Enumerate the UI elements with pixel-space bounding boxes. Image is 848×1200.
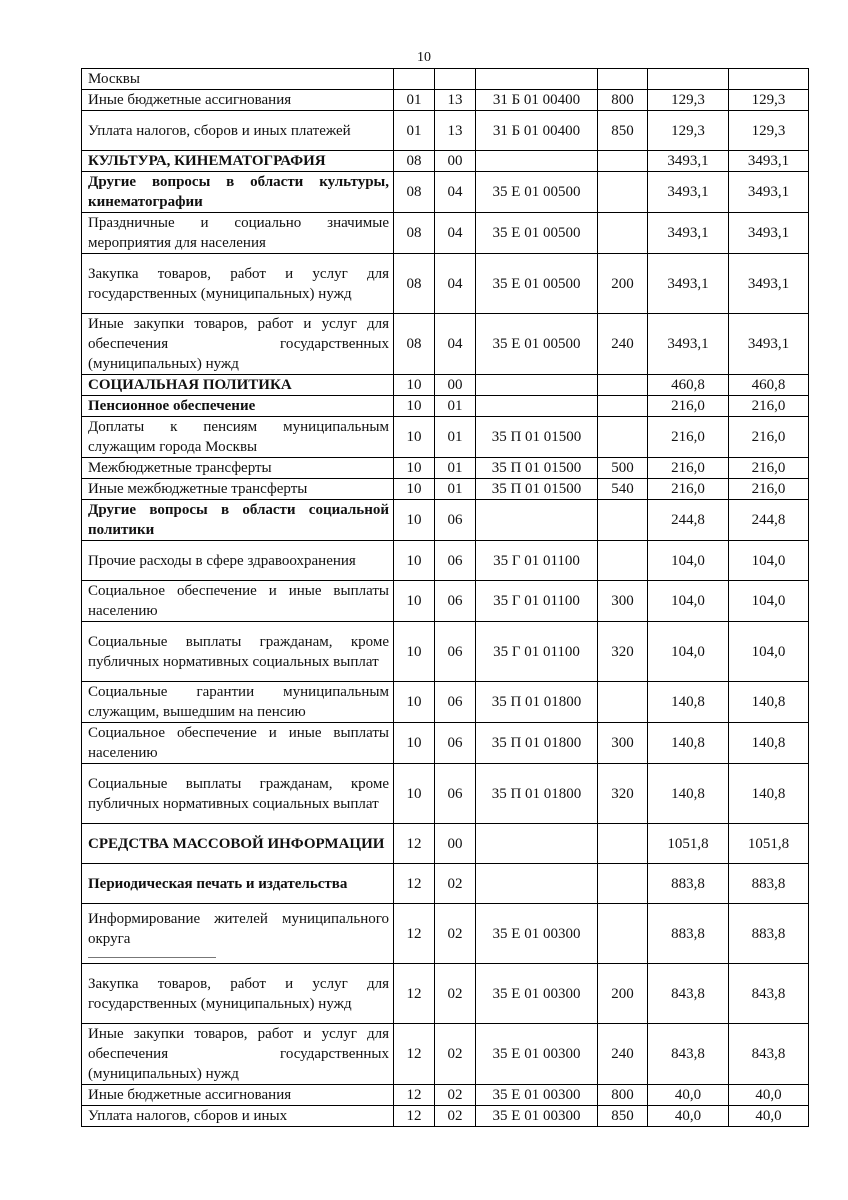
target-item-code-cell: 35 П 01 01800 bbox=[476, 723, 598, 764]
amount-year-1-cell: 3493,1 bbox=[648, 151, 729, 172]
name-cell bbox=[82, 682, 394, 723]
amount-year-1-cell: 216,0 bbox=[648, 417, 729, 458]
section-code-cell: 01 bbox=[394, 90, 435, 111]
section-code-cell: 12 bbox=[394, 1085, 435, 1106]
section-code-cell: 12 bbox=[394, 964, 435, 1024]
name-cell bbox=[82, 314, 394, 375]
amount-year-1-cell: 460,8 bbox=[648, 375, 729, 396]
target-item-code-cell bbox=[476, 151, 598, 172]
target-item-code-cell: 35 П 01 01800 bbox=[476, 764, 598, 824]
expense-type-code-cell: 320 bbox=[598, 764, 648, 824]
name-cell bbox=[82, 541, 394, 581]
section-code-cell: 10 bbox=[394, 581, 435, 622]
amount-year-1-cell bbox=[648, 69, 729, 90]
subsection-code-cell: 06 bbox=[435, 622, 476, 682]
table-row bbox=[82, 1106, 809, 1127]
amount-year-1-cell: 104,0 bbox=[648, 622, 729, 682]
table-row bbox=[82, 213, 809, 254]
amount-year-2-cell: 3493,1 bbox=[729, 151, 809, 172]
table-row bbox=[82, 723, 809, 764]
subsection-code-cell: 01 bbox=[435, 479, 476, 500]
subsection-code-cell: 01 bbox=[435, 396, 476, 417]
row-label: Социальные выплаты гражданам, кроме публичных нормативных социальных выплат bbox=[88, 633, 389, 670]
subsection-code-cell: 02 bbox=[435, 864, 476, 904]
row-label: Социальное обеспечение и иные выплаты населению bbox=[88, 583, 389, 619]
target-item-code-cell: 35 Е 01 00500 bbox=[476, 213, 598, 254]
target-item-code-cell: 35 П 01 01500 bbox=[476, 417, 598, 458]
row-label: Доплаты к пенсиям муниципальным служащим города Москвы bbox=[88, 419, 389, 455]
name-cell bbox=[82, 396, 394, 417]
section-code-cell: 10 bbox=[394, 396, 435, 417]
expense-type-code-cell: 200 bbox=[598, 964, 648, 1024]
amount-year-2-cell: 216,0 bbox=[729, 396, 809, 417]
expense-type-code-cell bbox=[598, 864, 648, 904]
name-cell bbox=[82, 90, 394, 111]
table-row bbox=[82, 904, 809, 964]
row-label: СОЦИАЛЬНАЯ ПОЛИТИКА bbox=[88, 377, 292, 393]
amount-year-1-cell: 140,8 bbox=[648, 682, 729, 723]
section-code-cell bbox=[394, 69, 435, 90]
section-code-cell: 10 bbox=[394, 764, 435, 824]
row-label: Периодическая печать и издательства bbox=[88, 875, 348, 892]
subsection-code-cell: 02 bbox=[435, 1106, 476, 1127]
row-label: Иные межбюджетные трансферты bbox=[88, 481, 308, 497]
amount-year-2-cell: 104,0 bbox=[729, 541, 809, 581]
amount-year-2-cell: 883,8 bbox=[729, 864, 809, 904]
row-label: Другие вопросы в области социальной политики bbox=[88, 502, 389, 538]
subsection-code-cell: 02 bbox=[435, 904, 476, 964]
expense-type-code-cell: 240 bbox=[598, 1024, 648, 1085]
table-row bbox=[82, 682, 809, 723]
name-cell bbox=[82, 1106, 394, 1127]
target-item-code-cell: 35 Е 01 00500 bbox=[476, 314, 598, 375]
name-cell bbox=[82, 964, 394, 1024]
section-code-cell: 10 bbox=[394, 723, 435, 764]
amount-year-2-cell bbox=[729, 69, 809, 90]
amount-year-2-cell: 244,8 bbox=[729, 500, 809, 541]
name-cell bbox=[82, 723, 394, 764]
target-item-code-cell bbox=[476, 864, 598, 904]
amount-year-2-cell: 129,3 bbox=[729, 111, 809, 151]
table-row bbox=[82, 1024, 809, 1085]
target-item-code-cell: 35 Е 01 00300 bbox=[476, 1106, 598, 1127]
amount-year-1-cell: 843,8 bbox=[648, 1024, 729, 1085]
target-item-code-cell: 31 Б 01 00400 bbox=[476, 90, 598, 111]
row-label: Уплата налогов, сборов и иных bbox=[88, 1108, 288, 1124]
row-label: Межбюджетные трансферты bbox=[88, 460, 272, 476]
name-cell bbox=[82, 172, 394, 213]
expense-type-code-cell: 320 bbox=[598, 622, 648, 682]
target-item-code-cell: 35 П 01 01500 bbox=[476, 479, 598, 500]
target-item-code-cell: 35 Г 01 01100 bbox=[476, 581, 598, 622]
table-row bbox=[82, 90, 809, 111]
amount-year-1-cell: 883,8 bbox=[648, 904, 729, 964]
amount-year-2-cell: 104,0 bbox=[729, 622, 809, 682]
amount-year-1-cell: 216,0 bbox=[648, 479, 729, 500]
subsection-code-cell bbox=[435, 69, 476, 90]
table-row bbox=[82, 581, 809, 622]
target-item-code-cell: 35 П 01 01500 bbox=[476, 458, 598, 479]
expense-type-code-cell: 200 bbox=[598, 254, 648, 314]
section-code-cell: 10 bbox=[394, 479, 435, 500]
amount-year-2-cell: 843,8 bbox=[729, 964, 809, 1024]
page-number: 10 bbox=[417, 50, 431, 65]
amount-year-1-cell: 40,0 bbox=[648, 1085, 729, 1106]
table-row bbox=[82, 1085, 809, 1106]
table-row bbox=[82, 824, 809, 864]
name-cell bbox=[82, 1085, 394, 1106]
section-code-cell: 10 bbox=[394, 622, 435, 682]
amount-year-1-cell: 216,0 bbox=[648, 458, 729, 479]
name-cell bbox=[82, 458, 394, 479]
table-row bbox=[82, 964, 809, 1024]
amount-year-2-cell: 3493,1 bbox=[729, 172, 809, 213]
name-cell bbox=[82, 417, 394, 458]
name-cell bbox=[82, 375, 394, 396]
subsection-code-cell: 00 bbox=[435, 824, 476, 864]
expense-type-code-cell bbox=[598, 682, 648, 723]
subsection-code-cell: 06 bbox=[435, 500, 476, 541]
signature-line bbox=[88, 949, 216, 958]
expense-type-code-cell: 850 bbox=[598, 111, 648, 151]
subsection-code-cell: 13 bbox=[435, 90, 476, 111]
table-body bbox=[82, 69, 809, 1127]
expense-type-code-cell bbox=[598, 69, 648, 90]
section-code-cell: 10 bbox=[394, 375, 435, 396]
subsection-code-cell: 01 bbox=[435, 458, 476, 479]
target-item-code-cell: 35 Е 01 00300 bbox=[476, 1085, 598, 1106]
expense-type-code-cell: 800 bbox=[598, 90, 648, 111]
expense-type-code-cell bbox=[598, 213, 648, 254]
row-label: Иные бюджетные ассигнования bbox=[88, 1087, 292, 1103]
expense-type-code-cell bbox=[598, 500, 648, 541]
amount-year-2-cell: 129,3 bbox=[729, 90, 809, 111]
amount-year-1-cell: 104,0 bbox=[648, 541, 729, 581]
subsection-code-cell: 06 bbox=[435, 723, 476, 764]
table-row bbox=[82, 314, 809, 375]
subsection-code-cell: 06 bbox=[435, 541, 476, 581]
section-code-cell: 01 bbox=[394, 111, 435, 151]
expense-type-code-cell: 540 bbox=[598, 479, 648, 500]
target-item-code-cell: 35 Е 01 00500 bbox=[476, 254, 598, 314]
section-code-cell: 12 bbox=[394, 904, 435, 964]
section-code-cell: 12 bbox=[394, 1024, 435, 1085]
section-code-cell: 08 bbox=[394, 172, 435, 213]
row-label: Иные закупки товаров, работ и услуг для обеспечения государственных (муниципальных) нужд bbox=[88, 1026, 389, 1082]
table-row bbox=[82, 151, 809, 172]
table-row bbox=[82, 479, 809, 500]
section-code-cell: 08 bbox=[394, 151, 435, 172]
amount-year-2-cell: 140,8 bbox=[729, 723, 809, 764]
row-label: КУЛЬТУРА, КИНЕМАТОГРАФИЯ bbox=[88, 153, 326, 169]
amount-year-2-cell: 460,8 bbox=[729, 375, 809, 396]
amount-year-1-cell: 1051,8 bbox=[648, 824, 729, 864]
expense-type-code-cell bbox=[598, 375, 648, 396]
subsection-code-cell: 02 bbox=[435, 1024, 476, 1085]
expense-type-code-cell: 500 bbox=[598, 458, 648, 479]
name-cell bbox=[82, 213, 394, 254]
row-label: Закупка товаров, работ и услуг для государственных (муниципальных) нужд bbox=[88, 975, 389, 1012]
expense-type-code-cell: 850 bbox=[598, 1106, 648, 1127]
table-row bbox=[82, 254, 809, 314]
subsection-code-cell: 13 bbox=[435, 111, 476, 151]
amount-year-2-cell: 3493,1 bbox=[729, 213, 809, 254]
amount-year-1-cell: 140,8 bbox=[648, 764, 729, 824]
subsection-code-cell: 06 bbox=[435, 581, 476, 622]
expense-type-code-cell bbox=[598, 417, 648, 458]
row-label: СРЕДСТВА МАССОВОЙ ИНФОРМАЦИИ bbox=[88, 835, 385, 852]
amount-year-1-cell: 216,0 bbox=[648, 396, 729, 417]
target-item-code-cell: 35 Г 01 01100 bbox=[476, 622, 598, 682]
table-row bbox=[82, 69, 809, 90]
subsection-code-cell: 04 bbox=[435, 213, 476, 254]
subsection-code-cell: 02 bbox=[435, 1085, 476, 1106]
row-label: Социальное обеспечение и иные выплаты населению bbox=[88, 725, 389, 761]
row-label: Прочие расходы в сфере здравоохранения bbox=[88, 552, 356, 569]
expense-type-code-cell bbox=[598, 151, 648, 172]
table-row bbox=[82, 541, 809, 581]
subsection-code-cell: 00 bbox=[435, 375, 476, 396]
amount-year-1-cell: 140,8 bbox=[648, 723, 729, 764]
target-item-code-cell bbox=[476, 824, 598, 864]
row-label: Закупка товаров, работ и услуг для государственных (муниципальных) нужд bbox=[88, 265, 389, 302]
table-row bbox=[82, 111, 809, 151]
row-label: Уплата налогов, сборов и иных платежей bbox=[88, 122, 351, 139]
section-code-cell: 12 bbox=[394, 824, 435, 864]
row-label: Социальные гарантии муниципальным служащим, вышедшим на пенсию bbox=[88, 684, 389, 720]
amount-year-1-cell: 843,8 bbox=[648, 964, 729, 1024]
amount-year-2-cell: 216,0 bbox=[729, 479, 809, 500]
expense-type-code-cell bbox=[598, 172, 648, 213]
target-item-code-cell: 35 Е 01 00500 bbox=[476, 172, 598, 213]
table-row bbox=[82, 375, 809, 396]
amount-year-2-cell: 140,8 bbox=[729, 682, 809, 723]
name-cell bbox=[82, 151, 394, 172]
amount-year-2-cell: 1051,8 bbox=[729, 824, 809, 864]
row-label: Иные бюджетные ассигнования bbox=[88, 92, 292, 108]
subsection-code-cell: 06 bbox=[435, 764, 476, 824]
section-code-cell: 10 bbox=[394, 682, 435, 723]
table-row bbox=[82, 396, 809, 417]
target-item-code-cell: 35 Е 01 00300 bbox=[476, 1024, 598, 1085]
name-cell bbox=[82, 69, 394, 90]
target-item-code-cell: 35 Г 01 01100 bbox=[476, 541, 598, 581]
row-label: Пенсионное обеспечение bbox=[88, 398, 256, 414]
table-row bbox=[82, 500, 809, 541]
amount-year-1-cell: 3493,1 bbox=[648, 314, 729, 375]
amount-year-2-cell: 843,8 bbox=[729, 1024, 809, 1085]
amount-year-2-cell: 40,0 bbox=[729, 1106, 809, 1127]
section-code-cell: 08 bbox=[394, 254, 435, 314]
amount-year-1-cell: 129,3 bbox=[648, 90, 729, 111]
expense-type-code-cell: 300 bbox=[598, 581, 648, 622]
subsection-code-cell: 00 bbox=[435, 151, 476, 172]
name-cell bbox=[82, 479, 394, 500]
target-item-code-cell bbox=[476, 69, 598, 90]
amount-year-1-cell: 129,3 bbox=[648, 111, 729, 151]
name-cell bbox=[82, 1024, 394, 1085]
amount-year-1-cell: 3493,1 bbox=[648, 213, 729, 254]
section-code-cell: 10 bbox=[394, 541, 435, 581]
amount-year-1-cell: 3493,1 bbox=[648, 254, 729, 314]
subsection-code-cell: 04 bbox=[435, 314, 476, 375]
amount-year-1-cell: 40,0 bbox=[648, 1106, 729, 1127]
row-label: Праздничные и социально значимые мероприятия для населения bbox=[88, 215, 389, 251]
row-label: Иные закупки товаров, работ и услуг для обеспечения государственных (муниципальных) нужд bbox=[88, 316, 389, 372]
section-code-cell: 10 bbox=[394, 458, 435, 479]
expense-type-code-cell bbox=[598, 396, 648, 417]
target-item-code-cell bbox=[476, 375, 598, 396]
expense-type-code-cell bbox=[598, 541, 648, 581]
row-label: Социальные выплаты гражданам, кроме публичных нормативных социальных выплат bbox=[88, 775, 389, 812]
name-cell bbox=[82, 581, 394, 622]
amount-year-2-cell: 40,0 bbox=[729, 1085, 809, 1106]
expense-type-code-cell: 800 bbox=[598, 1085, 648, 1106]
amount-year-1-cell: 244,8 bbox=[648, 500, 729, 541]
section-code-cell: 12 bbox=[394, 864, 435, 904]
name-cell bbox=[82, 764, 394, 824]
amount-year-1-cell: 104,0 bbox=[648, 581, 729, 622]
expense-type-code-cell: 300 bbox=[598, 723, 648, 764]
section-code-cell: 08 bbox=[394, 314, 435, 375]
expense-type-code-cell bbox=[598, 824, 648, 864]
amount-year-1-cell: 3493,1 bbox=[648, 172, 729, 213]
amount-year-2-cell: 3493,1 bbox=[729, 254, 809, 314]
amount-year-2-cell: 3493,1 bbox=[729, 314, 809, 375]
amount-year-2-cell: 216,0 bbox=[729, 417, 809, 458]
subsection-code-cell: 04 bbox=[435, 172, 476, 213]
name-cell bbox=[82, 622, 394, 682]
amount-year-2-cell: 140,8 bbox=[729, 764, 809, 824]
table-row bbox=[82, 622, 809, 682]
section-code-cell: 10 bbox=[394, 417, 435, 458]
target-item-code-cell: 35 Е 01 00300 bbox=[476, 904, 598, 964]
target-item-code-cell: 35 П 01 01800 bbox=[476, 682, 598, 723]
name-cell bbox=[82, 254, 394, 314]
section-code-cell: 12 bbox=[394, 1106, 435, 1127]
expense-type-code-cell: 240 bbox=[598, 314, 648, 375]
subsection-code-cell: 01 bbox=[435, 417, 476, 458]
name-cell bbox=[82, 824, 394, 864]
table-row bbox=[82, 172, 809, 213]
name-cell bbox=[82, 500, 394, 541]
row-label: Другие вопросы в области культуры, кинематографии bbox=[88, 174, 389, 210]
target-item-code-cell: 31 Б 01 00400 bbox=[476, 111, 598, 151]
target-item-code-cell bbox=[476, 396, 598, 417]
budget-table bbox=[81, 68, 809, 1127]
amount-year-2-cell: 104,0 bbox=[729, 581, 809, 622]
target-item-code-cell bbox=[476, 500, 598, 541]
table-row bbox=[82, 458, 809, 479]
name-cell bbox=[82, 904, 394, 964]
row-label: Москвы bbox=[88, 71, 140, 87]
amount-year-2-cell: 216,0 bbox=[729, 458, 809, 479]
expense-type-code-cell bbox=[598, 904, 648, 964]
section-code-cell: 10 bbox=[394, 500, 435, 541]
table-row bbox=[82, 764, 809, 824]
name-cell bbox=[82, 864, 394, 904]
amount-year-2-cell: 883,8 bbox=[729, 904, 809, 964]
subsection-code-cell: 02 bbox=[435, 964, 476, 1024]
table-row bbox=[82, 864, 809, 904]
row-label: Информирование жителей муниципального округа bbox=[88, 911, 389, 947]
table-row bbox=[82, 417, 809, 458]
subsection-code-cell: 04 bbox=[435, 254, 476, 314]
target-item-code-cell: 35 Е 01 00300 bbox=[476, 964, 598, 1024]
amount-year-1-cell: 883,8 bbox=[648, 864, 729, 904]
section-code-cell: 08 bbox=[394, 213, 435, 254]
subsection-code-cell: 06 bbox=[435, 682, 476, 723]
name-cell bbox=[82, 111, 394, 151]
